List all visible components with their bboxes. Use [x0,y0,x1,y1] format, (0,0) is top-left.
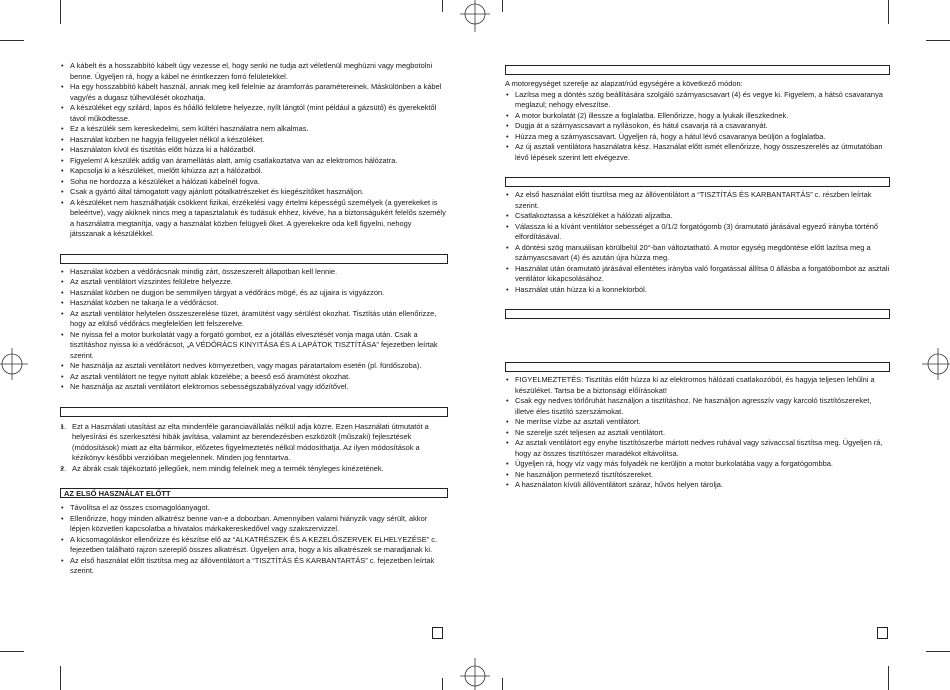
list-item: • Ne használjon permetező tisztítószereket. [505,470,890,481]
list-item: • Ne használja az asztali ventilátort nedves környezetben, vagy magas páratartalom esetén (pl. fürdőszoba). [60,361,448,372]
list-item: • Használat után húzza ki a konnektorból. [505,285,890,296]
list-item: • Az új asztali ventilátora használatra kész. Használat előtt ismét ellenőrizze, hogy összeszerelés az útmutatóban lévő lépések szerint lett elvégezve. [505,142,890,163]
registration-mark-icon [0,344,30,384]
crop-mark [888,666,889,690]
crop-mark [60,0,61,24]
list-item: • Az első használat előtt tisztítsa meg az állóventilátort a “TISZTÍTÁS ÉS KARBANTARTÁS” c. részben leírtak szerint. [505,190,890,211]
fold-mark [502,678,503,690]
crop-mark [926,651,950,652]
list-item: • Dugja át a szárnyascsavart a nyílásokon, és hátul csavarja rá a csavaranyát. [505,121,890,132]
list-item: • Ez a készülék sem kereskedelmi, sem kültéri használatra nem alkalmas. [60,124,448,135]
registration-mark-icon [455,656,495,690]
list-item: • Soha ne hordozza a készüléket a hálózati kábelnél fogva. [60,177,448,188]
item-number: • 1. [60,421,67,431]
fold-mark [442,678,443,690]
item-number: • 2. [60,463,67,473]
list-item: • FIGYELMEZTETÉS: Tisztítás előtt húzza ki az elektromos hálózati csatlakozóból, és hagyja teljesen lehűlni a készüléket. Tartsa be a biztonsági előírásokat! [505,375,890,396]
list-item: • Használat után óramutató járásával ellentétes irányba való forgatással állítsa 0 állásba a forgatóbombot az asztali ventilátor kikapcsolásához. [505,264,890,285]
before-first-use-list [60,503,448,577]
list-item: • Kapcsolja ki a készüléket, mielőtt kihúzza azt a hálózatból. [60,166,448,177]
list-item: • A motor burkolatát (2) illessze a foglalatba. Ellenőrizze, hogy a lyukak illeszkednek. [505,111,890,122]
item-text: Az ábrák csak tájékoztató jellegűek, nem mindig felelnek meg a termék tényleges kinézetének. [72,463,384,473]
list-item: • Az első használat előtt tisztítsa meg az állóventilátort a “TISZTÍTÁS ÉS KARBANTARTÁS” c. fejezetben leírtak szerint. [60,556,448,577]
assembly-list [505,90,890,164]
section-heading [60,254,448,264]
list-item: • Ne szerelje szét teljesen az asztali ventilátort. [505,428,890,439]
crop-mark [926,40,950,41]
list-item: • Ne nyissa fel a motor burkolatát vagy a forgató gombot, ez a jótállás elvesztését vonja maga után. Csak a tisztításhoz nyissa ki a védőrácsot, „A VÉDŐRÁCS KINYITÁSA ÉS A LAPÁTOK TISZTÍTÁSA” fejezetben leírtak szerint. [60,330,448,362]
left-page [60,61,448,577]
item-text: Ezt a Használati utasítást az elta mindenféle garanciavállalás nélkül adja közre. Ezen Használati útmutatót a helyesírási és szerkesztési hibák javítása, valamint az berendezésben eszközölt (műszaki) fejlesztések (módosítások) miatt az elta bármikor, előzetes figyelmeztetés nélkül módosíthatja. Az ilyen módosítások a kézikönyv későbbi verzióiban megjelennek. Minden jog fenntartva. [72,421,429,462]
list-item: • Húzza meg a szárnyascsavart. Ügyeljen rá, hogy a hátul lévő csavaranya beüljön a foglalatba. [505,132,890,143]
safety-list [60,61,448,240]
right-page [505,61,890,491]
crop-mark [0,40,24,41]
list-item: • Csatlakoztassa a készüléket a hálózati aljzatba. [505,211,890,222]
section-heading [60,407,448,417]
page-number-box [432,627,443,639]
cleaning-list [505,375,890,491]
list-item: • Ha egy hosszabbító kábelt használ, annak meg kell felelnie az áramforrás paramétereinek. Máskülönben a kábel vagy/és a dugasz túlhevülését okozhatja. [60,82,448,103]
list-item: • Ügyeljen rá, hogy víz vagy más folyadék ne kerüljön a motor burkolatába vagy a forgatógombba. [505,459,890,470]
page-number-box [877,627,888,639]
list-item [60,422,448,464]
assembly-intro: A motoregységet szerelje az alapzat/rúd egységére a következő módon: [505,79,743,88]
list-item: • Az asztali ventilátort vízszintes felületre helyezze. [60,277,448,288]
section-heading-before-first-use: AZ ELSŐ HASZNÁLAT ELŐTT [60,488,448,498]
list-item: • Az asztali ventilátort ne tegye nyitott ablak közelébe; a beeső eső áramütést okozhat. [60,372,448,383]
operation-list [505,190,890,295]
list-item: • Ne merítse vízbe az asztali ventilátort. [505,417,890,428]
list-item: • Csak egy nedves törlőruhát használjon a tisztításhoz. Ne használjon agresszív vagy karcoló tisztítószereket, illetve éles tisztító szerszámokat. [505,396,890,417]
list-item: • A készüléket egy szilárd, lapos és hőálló felületre helyezze, nyílt lángtól (mint például a gázsütő) és gyerekektől távol működtesse. [60,103,448,124]
notes-list [60,422,448,475]
crop-mark [60,666,61,690]
list-item: • A kicsomagoláskor ellenőrizze és készítse elő az “ALKATRÉSZEK ÉS A KEZELŐSZERVEK ELHELYEZÉSE” c. fejezetben található rajzon szereplő összes alkatrészt. Ügyeljen arra, hogy a kis alkatrészek se maradjanak ki. [60,535,448,556]
section-heading [505,65,890,75]
list-item: • A kábelt és a hosszabbító kábelt úgy vezesse el, hogy senki ne tudja azt véletlenül meghúzni vagy megbotolni benne. Ügyeljen rá, hogy a kábel ne érintkezzen forró felületekkel. [60,61,448,82]
registration-mark-icon [455,0,495,34]
list-item: • Használat közben ne dugjon be semmilyen tárgyat a védőrács mögé, és az ujjaira is vigyázzon. [60,288,448,299]
fold-mark [442,0,443,12]
list-item: • Használat közben ne hagyja felügyelet nélkül a készüléket. [60,135,448,146]
list-item: • A döntési szög manuálisan körülbelül 20°-ban változtatható. A motor egység megdöntése előtt lazítsa meg a szárnyascsavart (4) és azután újra húzza meg. [505,243,890,264]
list-item: • Ne használja az asztali ventilátort elektromos sebességszabályzóval vagy időzítővel. [60,382,448,393]
section-heading [505,177,890,187]
section-heading [505,309,890,319]
list-item: • Használaton kívül és tisztítás előtt húzza ki a hálózatból. [60,145,448,156]
list-item: • Figyelem! A készülék addig van áramellátás alatt, amíg csatlakoztatva van az elektromos hálózatra. [60,156,448,167]
list-item: • A használaton kívüli állóventilátort száraz, hűvös helyen tárolja. [505,480,890,491]
list-item: • Használat közben a védőrácsnak mindig zárt, összeszerelt állapotban kell lennie. [60,267,448,278]
list-item: • Csak a gyártó által támogatott vagy ajánlott pótalkatrészeket és kiegészítőket használjon. [60,187,448,198]
fold-mark [502,0,503,12]
list-item: • Válassza ki a kívánt ventilátor sebességet a 0/1/2 forgatógomb (3) óramutató járásával egyező irányba történő elfordításával. [505,222,890,243]
registration-mark-icon [920,344,950,384]
section-heading [505,362,890,372]
list-item: • Az asztali ventilátor helytelen összeszerelése tüzet, áramütést vagy sérülést okozhat. Tisztítás után ellenőrizze, hogy az elülső védőrács megfelelően lett felszerelve. [60,309,448,330]
list-item [60,464,448,475]
crop-mark [888,0,889,24]
list-item: • Használat közben ne takarja le a védőrácsot. [60,298,448,309]
fan-safety-list [60,267,448,393]
list-item: • Az asztali ventilátort egy enyhe tisztítószerbe mártott nedves ruhával vagy szivaccsal tisztítsa meg. Ügyeljen rá, hogy az összes tisztítószer maradékot eltávolítsa. [505,438,890,459]
list-item: • A készüléket nem használhatják csökkent fizikai, érzékelési vagy értelmi képességű személyek (a gyerekeket is beleértve), vagy akiknek nincs meg a tapasztalatuk és tudásuk ehhez, kivéve, ha a biztonságukért felelős személy a használatra megtanítja, vagy a használat közben felügyeli őket. A gyerekekre oda kell figyelni, nehogy játsszanak a készülékkel. [60,198,448,240]
list-item: • Lazítsa meg a döntés szög beállítására szolgáló szárnyascsavart (4) és vegye ki. Figyelem, a hátsó csavaranya meglazul; nehogy elveszítse. [505,90,890,111]
crop-mark [0,651,24,652]
list-item: • Ellenőrizze, hogy minden alkatrész benne van-e a dobozban. Amennyiben valami hiányzik vagy sérült, akkor lépjen közvetlen kapcsolatba a hivatalos márkakereskedővel vagy szakszervizzel. [60,514,448,535]
list-item: • Távolítsa el az összes csomagolóanyagot. [60,503,448,514]
